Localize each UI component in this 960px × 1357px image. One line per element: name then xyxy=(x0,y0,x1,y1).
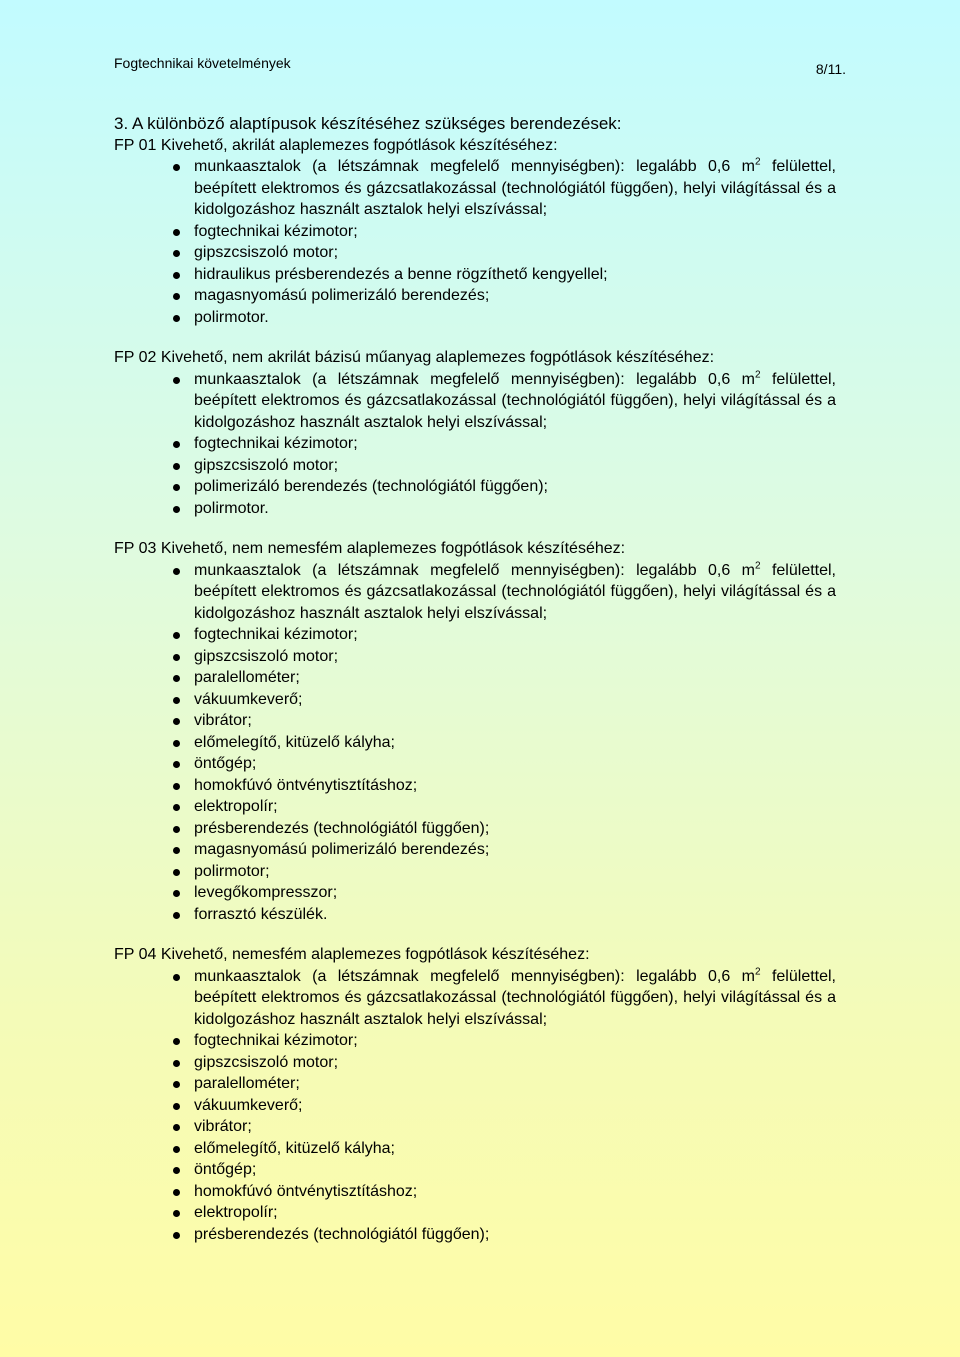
list-item: gipszcsiszoló motor; xyxy=(114,1052,836,1074)
list-item: munkaasztalok (a létszámnak megfelelő mennyiségben): legalább 0,6 $m^2$ felülettel, beépített elektromos és gázcsatlakozással (technológiától függően), helyi világítással és a kidolgozáshoz használt asztalok helyi elszívással; xyxy=(114,156,836,221)
list-item: elektropolír; xyxy=(114,1202,836,1224)
list-item: vibrátor; xyxy=(114,1116,836,1138)
list-item: előmelegítő, kitüzelő kályha; xyxy=(114,732,836,754)
sections-container xyxy=(114,135,836,1246)
section-heading: FP 01 Kivehető, akrilát alaplemezes fogpótlások készítéséhez: xyxy=(114,136,558,154)
list-item: fogtechnikai kézimotor; xyxy=(114,221,836,243)
list-item: vákuumkeverő; xyxy=(114,1095,836,1117)
list-item: öntőgép; xyxy=(114,753,836,775)
list-item: fogtechnikai kézimotor; xyxy=(114,624,836,646)
list-item: présberendezés (technológiától függően); xyxy=(114,818,836,840)
list-item: gipszcsiszoló motor; xyxy=(114,455,836,477)
list-item: levegőkompresszor; xyxy=(114,882,836,904)
list-item: gipszcsiszoló motor; xyxy=(114,242,836,264)
list-item: gipszcsiszoló motor; xyxy=(114,646,836,668)
document-body xyxy=(114,113,836,1264)
equipment-list xyxy=(114,369,836,520)
equipment-list xyxy=(114,560,836,926)
list-item: magasnyomású polimerizáló berendezés; xyxy=(114,839,836,861)
list-item: paralellométer; xyxy=(114,667,836,689)
list-item: polimerizáló berendezés (technológiától függően); xyxy=(114,476,836,498)
section xyxy=(114,347,836,519)
section-heading: FP 04 Kivehető, nemesfém alaplemezes fogpótlások készítéséhez: xyxy=(114,946,590,963)
section-heading: FP 02 Kivehető, nem akrilát bázisú műanyag alaplemezes fogpótlások készítéséhez: xyxy=(114,349,715,366)
list-item: öntőgép; xyxy=(114,1159,836,1181)
section xyxy=(114,135,836,329)
equipment-list xyxy=(114,156,836,328)
list-item: munkaasztalok (a létszámnak megfelelő mennyiségben): legalább 0,6 $m^2$ felülettel, beépített elektromos és gázcsatlakozással (technológiától függően), helyi világítással és a kidolgozáshoz használt asztalok helyi elszívással; xyxy=(114,560,836,625)
page-number: 8/11. xyxy=(815,61,846,77)
list-item: forrasztó készülék. xyxy=(114,904,836,926)
list-item: vákuumkeverő; xyxy=(114,689,836,711)
list-item: paralellométer; xyxy=(114,1073,836,1095)
list-item: homokfúvó öntvénytisztításhoz; xyxy=(114,1181,836,1203)
list-item: hidraulikus présberendezés a benne rögzíthető kengyellel; xyxy=(114,264,836,286)
list-item: fogtechnikai kézimotor; xyxy=(114,433,836,455)
section-heading: FP 03 Kivehető, nem nemesfém alaplemezes fogpótlások készítéséhez: xyxy=(114,540,626,557)
list-item: elektropolír; xyxy=(114,796,836,818)
equipment-list xyxy=(114,966,836,1246)
list-item: polirmotor. xyxy=(114,307,836,329)
list-item: munkaasztalok (a létszámnak megfelelő mennyiségben): legalább 0,6 $m^2$ felülettel, beépített elektromos és gázcsatlakozással (technológiától függően), helyi világítással és a kidolgozáshoz használt asztalok helyi elszívással; xyxy=(114,966,836,1031)
section xyxy=(114,944,836,1245)
list-item: fogtechnikai kézimotor; xyxy=(114,1030,836,1052)
list-item: polirmotor; xyxy=(114,861,836,883)
list-item: homokfúvó öntvénytisztításhoz; xyxy=(114,775,836,797)
list-item: előmelegítő, kitüzelő kályha; xyxy=(114,1138,836,1160)
list-item: polirmotor. xyxy=(114,498,836,520)
main-heading: 3. A különböző alaptípusok készítéséhez szükséges berendezések: xyxy=(114,114,622,133)
section xyxy=(114,538,836,925)
list-item: vibrátor; xyxy=(114,710,836,732)
header-title: Fogtechnikai követelmények xyxy=(114,55,291,71)
list-item: présberendezés (technológiától függően); xyxy=(114,1224,836,1246)
list-item: munkaasztalok (a létszámnak megfelelő mennyiségben): legalább 0,6 $m^2$ felülettel, beépített elektromos és gázcsatlakozással (technológiától függően), helyi világítással és a kidolgozáshoz használt asztalok helyi elszívással; xyxy=(114,369,836,434)
list-item: magasnyomású polimerizáló berendezés; xyxy=(114,285,836,307)
